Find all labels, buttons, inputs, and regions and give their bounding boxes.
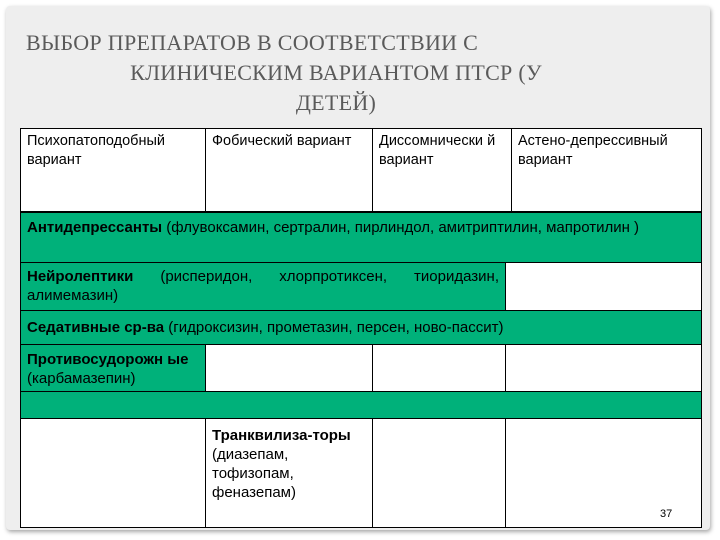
tranquilizers-empty-cell-3 — [372, 418, 506, 528]
header-phobic-label: Фобический вариант — [212, 133, 352, 149]
sedatives-name: Седативные ср-ва — [27, 319, 165, 336]
neuroleptics-empty-cell — [505, 262, 702, 311]
tranquilizers-drugs: (диазепам, тофизопам, феназепам) — [212, 446, 296, 501]
antidepressants-drugs: (флувоксамин, сертралин, пирлиндол, амитриптилин, мапротилин ) — [166, 219, 640, 236]
header-psychopathic-label: Психопатоподобный вариант — [27, 133, 166, 168]
page-number: 37 — [660, 508, 673, 520]
header-astheno-depressive — [511, 128, 702, 212]
row-tranquilizers — [205, 418, 373, 528]
header-dyssomnic-label: Диссомнически й вариант — [379, 133, 496, 168]
anticonvulsants-empty-cell-2 — [205, 344, 373, 392]
title-line-1: ВЫБОР ПРЕПАРАТОВ В СООТВЕТСТВИИ С — [26, 30, 479, 55]
neuroleptics-name: Нейролептики — [27, 268, 134, 285]
anticonvulsants-name: Противосудорожн ые — [27, 351, 189, 368]
tranquilizers-empty-cell-1 — [20, 418, 206, 528]
title-line-2: КЛИНИЧЕСКИМ ВАРИАНТОМ ПТСР (У — [130, 60, 542, 85]
tranquilizers-empty-cell-4 — [505, 418, 702, 528]
antidepressants-name: Антидепрессанты — [27, 219, 163, 236]
anticonvulsants-drugs: (карбамазепин) — [27, 370, 136, 387]
row-neuroleptics — [20, 262, 506, 311]
header-astheno-depressive-label: Астено-депрессивный вариант — [518, 133, 668, 168]
title-line-3: ДЕТЕЙ) — [295, 90, 377, 115]
row-antidepressants — [20, 212, 702, 263]
row-sedatives — [20, 310, 702, 345]
row-anticonvulsants — [20, 344, 206, 392]
header-psychopathic — [20, 128, 206, 212]
sedatives-drugs: (гидроксизин, прометазин, персен, ново-пассит) — [168, 319, 504, 336]
tranquilizers-name: Транквилиза-торы — [212, 427, 351, 444]
anticonvulsants-empty-cell-4 — [505, 344, 702, 392]
slide-title — [26, 28, 646, 118]
neuroleptics-drugs: (рисперидон, хлорпротиксен, тиоридазин, алимемазин) — [27, 268, 499, 304]
header-phobic — [205, 128, 373, 212]
anticonvulsants-empty-cell-3 — [372, 344, 506, 392]
green-spacer-row — [20, 391, 702, 419]
header-dyssomnic — [372, 128, 512, 212]
